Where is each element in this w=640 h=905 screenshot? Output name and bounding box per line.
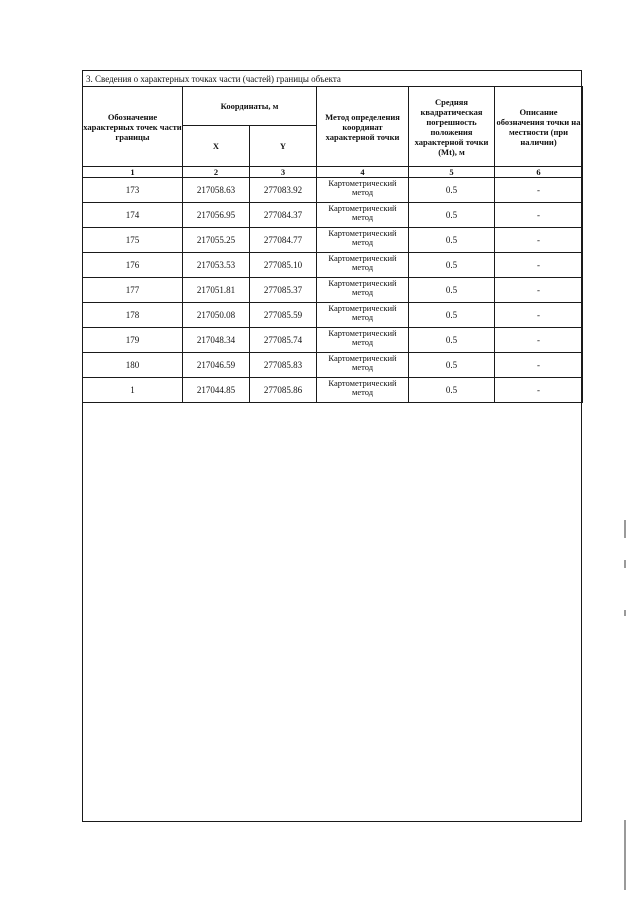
coord-x: 217051.81 — [183, 278, 250, 303]
column-number: 2 — [183, 167, 250, 178]
header-method: Метод определения координат характерной точки — [317, 87, 409, 167]
description: - — [495, 253, 583, 278]
table-row — [83, 203, 583, 228]
error: 0.5 — [409, 278, 495, 303]
coord-y: 277084.37 — [250, 203, 317, 228]
column-number: 6 — [495, 167, 583, 178]
coord-x: 217058.63 — [183, 178, 250, 203]
section-title: 3. Сведения о характерных точках части (частей) границы объекта — [86, 74, 341, 84]
point-id: 1 — [83, 378, 183, 403]
coord-x: 217053.53 — [183, 253, 250, 278]
description: - — [495, 378, 583, 403]
table-row — [83, 353, 583, 378]
description: - — [495, 228, 583, 253]
header-point-designation: Обозначение характерных точек части границы — [83, 87, 183, 167]
header-y: Y — [250, 126, 317, 167]
point-id: 179 — [83, 328, 183, 353]
coord-x: 217050.08 — [183, 303, 250, 328]
error: 0.5 — [409, 253, 495, 278]
coord-y: 277084.77 — [250, 228, 317, 253]
method: Картометрический метод — [317, 378, 409, 403]
method: Картометрический метод — [317, 203, 409, 228]
coord-y: 277085.10 — [250, 253, 317, 278]
point-id: 175 — [83, 228, 183, 253]
table-row — [83, 378, 583, 403]
column-number-row — [83, 167, 583, 178]
scan-edge-marks — [624, 520, 628, 900]
point-id: 174 — [83, 203, 183, 228]
table-row — [83, 228, 583, 253]
column-number: 5 — [409, 167, 495, 178]
error: 0.5 — [409, 203, 495, 228]
column-number: 4 — [317, 167, 409, 178]
coord-x: 217056.95 — [183, 203, 250, 228]
coord-y: 277085.74 — [250, 328, 317, 353]
point-id: 173 — [83, 178, 183, 203]
method: Картометрический метод — [317, 353, 409, 378]
description: - — [495, 278, 583, 303]
error: 0.5 — [409, 328, 495, 353]
method: Картометрический метод — [317, 278, 409, 303]
description: - — [495, 353, 583, 378]
table-row — [83, 253, 583, 278]
table-row — [83, 178, 583, 203]
description: - — [495, 328, 583, 353]
characteristic-points-table — [82, 86, 583, 403]
method: Картометрический метод — [317, 328, 409, 353]
point-id: 178 — [83, 303, 183, 328]
coord-x: 217048.34 — [183, 328, 250, 353]
column-number: 1 — [83, 167, 183, 178]
coord-x: 217055.25 — [183, 228, 250, 253]
column-number: 3 — [250, 167, 317, 178]
coord-y: 277085.83 — [250, 353, 317, 378]
description: - — [495, 203, 583, 228]
method: Картометрический метод — [317, 253, 409, 278]
description: - — [495, 178, 583, 203]
method: Картометрический метод — [317, 228, 409, 253]
coord-x: 217046.59 — [183, 353, 250, 378]
header-coordinates: Координаты, м — [183, 87, 317, 126]
coord-y: 277085.86 — [250, 378, 317, 403]
point-id: 177 — [83, 278, 183, 303]
coord-x: 217044.85 — [183, 378, 250, 403]
coord-y: 277085.59 — [250, 303, 317, 328]
header-x: X — [183, 126, 250, 167]
header-description: Описание обозначения точки на местности (при наличии) — [495, 87, 583, 167]
error: 0.5 — [409, 178, 495, 203]
error: 0.5 — [409, 378, 495, 403]
error: 0.5 — [409, 353, 495, 378]
header-mean-square-error: Средняя квадратическая погрешность положения характерной точки (Mt), м — [409, 87, 495, 167]
description: - — [495, 303, 583, 328]
table-row — [83, 303, 583, 328]
error: 0.5 — [409, 228, 495, 253]
point-id: 176 — [83, 253, 183, 278]
error: 0.5 — [409, 303, 495, 328]
coord-y: 277085.37 — [250, 278, 317, 303]
table-row — [83, 278, 583, 303]
point-id: 180 — [83, 353, 183, 378]
method: Картометрический метод — [317, 178, 409, 203]
table-row — [83, 328, 583, 353]
method: Картометрический метод — [317, 303, 409, 328]
coord-y: 277083.92 — [250, 178, 317, 203]
